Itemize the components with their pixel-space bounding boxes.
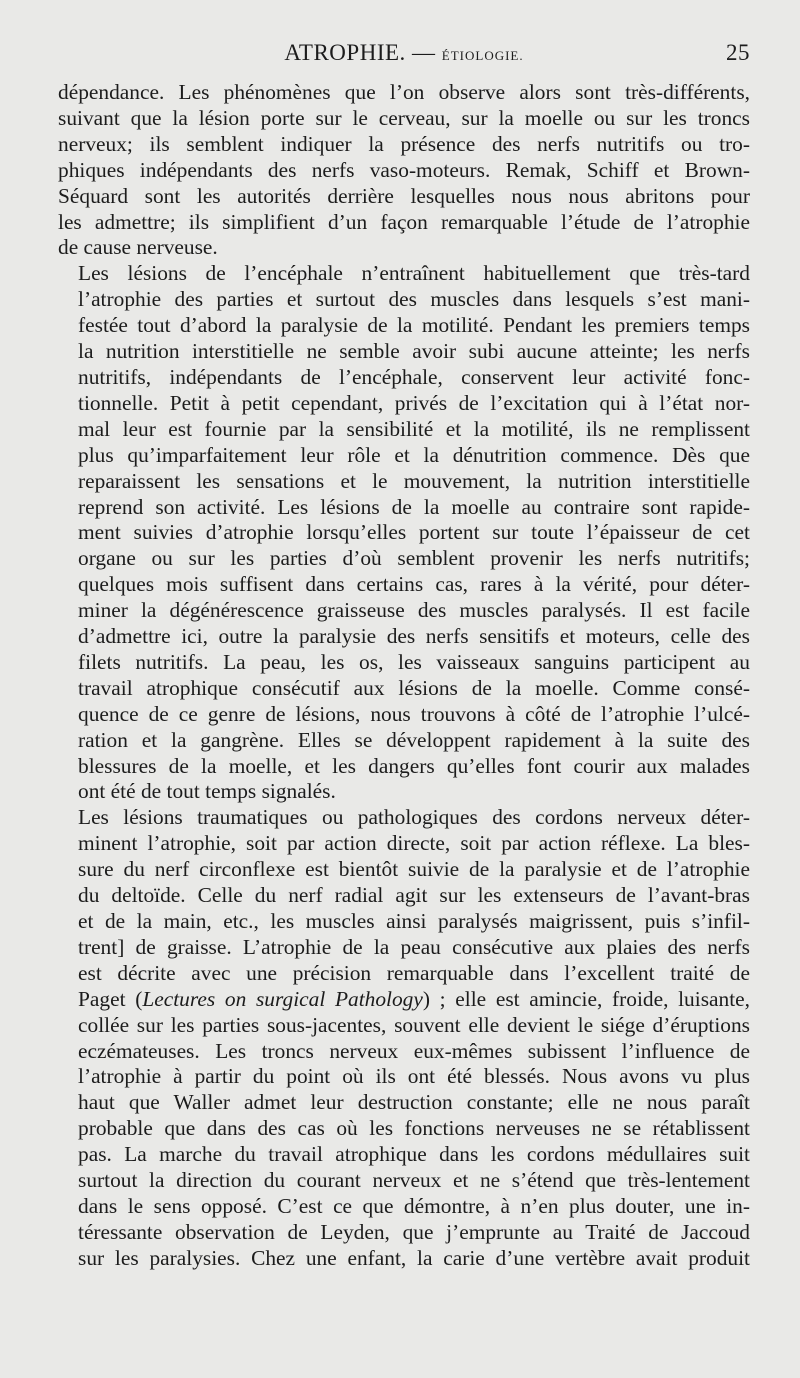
text-line: mal leur est fournie par la sensibilité et la motilité, ils ne remplissent xyxy=(78,416,750,441)
text-line: probable que dans des cas où les fonctions nerveuses ne se rétablissent xyxy=(78,1116,750,1141)
text-line: est décrite avec une précision remarquable dans l’excellent traité de xyxy=(78,960,750,985)
text-line: reparaissent les sensations et le mouvement, la nutrition interstitielle xyxy=(78,468,750,493)
text-line: dans le sens opposé. C’est ce que démontre, à n’en plus douter, une in- xyxy=(78,1193,750,1218)
text-line: nutritifs, indépendants de l’encéphale, conservent leur activité fonc- xyxy=(78,364,750,389)
text-line: sure du nerf circonflexe est bientôt suivie de la paralysie et de l’atrophie xyxy=(78,857,750,882)
text-line: ont été de tout temps signalés. xyxy=(78,779,336,804)
page-number: 25 xyxy=(726,40,750,65)
text-line: du deltoïde. Celle du nerf radial agit sur les extenseurs de l’avant-bras xyxy=(78,883,750,908)
body-text xyxy=(58,80,750,1272)
text-line: quelques mois suffisent dans certains cas, rares à la vérité, pour déter- xyxy=(78,572,750,597)
text-fragment: ) ; elle est amincie, froide, luisante, xyxy=(422,986,750,1011)
text-line: miner la dégénérescence graisseuse des muscles paralysés. Il est facile xyxy=(78,598,750,623)
text-line-with-citation xyxy=(58,987,750,1013)
text-line: l’atrophie des parties et surtout des muscles dans lesquels s’est mani- xyxy=(78,287,750,312)
running-title xyxy=(58,40,750,66)
running-title-dash: — xyxy=(412,40,436,65)
text-line: collée sur les parties sous-jacentes, souvent elle devient le siége d’éruptions xyxy=(78,1012,750,1037)
text-line: Séquard sont les autorités derrière lesquelles nous nous abritons pour xyxy=(58,183,750,208)
paragraph-2 xyxy=(58,261,750,805)
running-header xyxy=(58,40,750,72)
text-line: phiques indépendants des nerfs vaso-moteurs. Remak, Schiff et Brown- xyxy=(58,157,750,182)
text-line: pas. La marche du travail atrophique dans les cordons médullaires suit xyxy=(78,1142,750,1167)
text-line: travail atrophique consécutif aux lésions de la moelle. Comme consé- xyxy=(78,675,750,700)
text-line: reprend son activité. Les lésions de la moelle au contraire sont rapide- xyxy=(78,494,750,519)
text-line: l’atrophie à partir du point où ils ont été blessés. Nous avons vu plus xyxy=(78,1064,750,1089)
text-line: et de la main, etc., les muscles ainsi paralysés maigrissent, puis s’infil- xyxy=(78,909,750,933)
text-line: organe ou sur les parties d’où semblent provenir les nerfs nutritifs; xyxy=(78,546,750,571)
text-line: nerveux; ils semblent indiquer la présence des nerfs nutritifs ou tro- xyxy=(58,131,750,156)
text-line: Les lésions traumatiques ou pathologiques des cordons nerveux déter- xyxy=(78,805,750,830)
text-line: trent] de graisse. L’atrophie de la peau consécutive aux plaies des nerfs xyxy=(78,934,750,959)
paragraph-3 xyxy=(58,805,750,1271)
text-line: plus qu’imparfaitement leur rôle et la dénutrition commence. Dès que xyxy=(78,442,750,467)
text-line: de cause nerveuse. xyxy=(58,235,218,260)
text-line: ration et la gangrène. Elles se développent rapidement à la suite des xyxy=(78,727,750,752)
text-line: festée tout d’abord la paralysie de la motilité. Pendant les premiers temps xyxy=(78,313,750,338)
paragraph-1 xyxy=(58,80,750,261)
text-line: ment suivies d’atrophie lorsqu’elles portent sur toute l’épaisseur de cet xyxy=(78,520,750,545)
book-title-citation: Lectures on surgical Pathology xyxy=(142,986,423,1011)
text-line: Les lésions de l’encéphale n’entraînent habituellement que très-tard xyxy=(78,261,750,286)
text-line: les admettre; ils simplifient d’un façon remarquable l’étude de l’atrophie xyxy=(58,209,750,234)
running-title-main: ATROPHIE. xyxy=(284,40,406,65)
text-line: haut que Waller admet leur destruction constante; elle ne nous paraît xyxy=(78,1090,750,1115)
text-line: téressante observation de Leyden, que j’emprunte au Traité de Jaccoud xyxy=(78,1219,750,1244)
text-line: sur les paralysies. Chez une enfant, la carie d’une vertèbre avait produit xyxy=(78,1245,750,1270)
text-line: eczémateuses. Les troncs nerveux eux-mêmes subissent l’influence de xyxy=(78,1038,750,1063)
running-title-section: ÉTIOLOGIE. xyxy=(441,48,524,63)
text-line: la nutrition interstitielle ne semble avoir subi aucune atteinte; les nerfs xyxy=(78,339,750,364)
text-line: suivant que la lésion porte sur le cerveau, sur la moelle ou sur les troncs xyxy=(58,105,750,130)
text-line: blessures de la moelle, et les dangers qu’elles font courir aux malades xyxy=(78,753,750,778)
text-fragment: Paget ( xyxy=(78,986,143,1011)
text-line: surtout la direction du courant nerveux et ne s’étend que très-lentement xyxy=(78,1168,750,1193)
text-line: minent l’atrophie, soit par action directe, soit par action réflexe. La bles- xyxy=(78,831,750,856)
text-line: d’admettre ici, outre la paralysie des nerfs sensitifs et moteurs, celle des xyxy=(78,624,750,649)
text-line: quence de ce genre de lésions, nous trouvons à côté de l’atrophie l’ulcé- xyxy=(78,701,750,726)
text-line: tionnelle. Petit à petit cependant, privés de l’excitation qui à l’état nor- xyxy=(78,390,750,415)
text-line: dépendance. Les phénomènes que l’on observe alors sont très-différents, xyxy=(58,80,750,104)
text-line: filets nutritifs. La peau, les os, les vaisseaux sanguins participent au xyxy=(78,649,750,674)
